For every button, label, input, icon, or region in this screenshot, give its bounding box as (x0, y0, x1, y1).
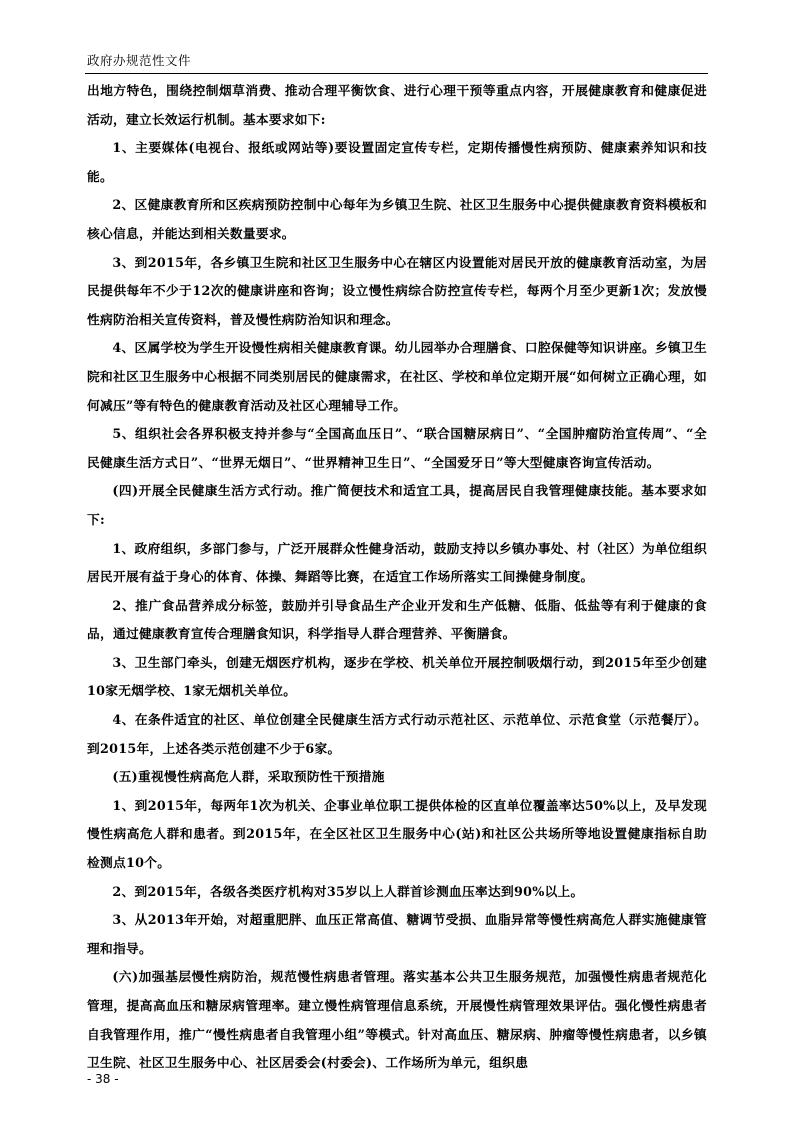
paragraph: 1、政府组织，多部门参与，广泛开展群众性健身活动，鼓励支持以乡镇办事处、村（社区）为单位组织居民开展有益于身心的体育、体操、舞蹈等比赛，在适宜工作场所落实工间操健身制度。 (87, 540, 707, 585)
paragraph: 3、从2013年开始，对超重肥胖、血压正常高值、糖调节受损、血脂异常等慢性病高危人群实施健康管理和指导。 (87, 912, 707, 956)
section-heading-6: (六)加强基层慢性病防治，规范慢性病患者管理。落实基本公共卫生服务规范，加强慢性病患者规范化管理，提高高血压和糖尿病管理率。建立慢性病管理信息系统，开展慢性病管理效果评估。强化慢性病患者自我管理作用，推广“慢性病患者自我管理小组”等模式。针对高血压、糖尿病、肿瘤等慢性病患者，以乡镇卫生院、社区卫生服务中心、社区居委会(村委会)、工作场所为单元，组织患 (87, 969, 707, 1071)
section-heading-5: (五)重视慢性病高危人群，采取预防性干预措施 (112, 769, 385, 785)
page-number: - 38 - (87, 1072, 119, 1086)
paragraph: 2、推广食品营养成分标签，鼓励并引导食品生产企业开发和生产低糖、低脂、低盐等有利于健康的食品，通过健康教育宣传合理膳食知识，科学指导人群合理营养、平衡膳食。 (87, 597, 707, 642)
document-body (87, 77, 707, 1078)
paragraph: 4、在条件适宜的社区、单位创建全民健康生活方式行动示范社区、示范单位、示范食堂（示范餐厅）。到2015年，上述各类示范创建不少于6家。 (87, 712, 707, 756)
paragraph-continuation: 出地方特色，围绕控制烟草消费、推动合理平衡饮食、进行心理干预等重点内容，开展健康教育和健康促进活动，建立长效运行机制。基本要求如下: (87, 83, 707, 127)
paragraph: 5、组织社会各界积极支持并参与“全国高血压日”、“联合国糖尿病日”、“全国肿瘤防治宣传周”、“全民健康生活方式日”、“世界无烟日”、“世界精神卫生日”、“全国爱牙日”等大型健康咨询宣传活动。 (87, 426, 707, 470)
section-heading-4: (四)开展全民健康生活方式行动。推广简便技术和适宜工具，提高居民自我管理健康技能。基本要求如下: (87, 483, 707, 527)
paragraph: 2、区健康教育所和区疾病预防控制中心每年为乡镇卫生院、社区卫生服务中心提供健康教育资料模板和核心信息，并能达到相关数量要求。 (87, 197, 707, 241)
header-rule (85, 73, 708, 74)
paragraph: 2、到2015年，各级各类医疗机构对35岁以上人群首诊测血压率达到90%以上。 (112, 883, 584, 899)
paragraph: 3、卫生部门牵头，创建无烟医疗机构，逐步在学校、机关单位开展控制吸烟行动，到2015年至少创建10家无烟学校、1家无烟机关单位。 (87, 654, 707, 699)
paragraph: 3、到2015年，各乡镇卫生院和社区卫生服务中心在辖区内设置能对居民开放的健康教育活动室，为居民提供每年不少于12次的健康讲座和咨询；设立慢性病综合防控宣传专栏，每两个月至少更新1次；发放慢性病防治相关宣传资料，普及慢性病防治知识和理念。 (87, 254, 707, 327)
paragraph: 1、到2015年，每两年1次为机关、企事业单位职工提供体检的区直单位覆盖率达50%以上，及早发现慢性病高危人群和患者。到2015年，在全区社区卫生服务中心(站)和社区公共场所等地设置健康指标自助检测点10个。 (87, 797, 707, 871)
paragraph: 4、区属学校为学生开设慢性病相关健康教育课。幼儿园举办合理膳食、口腔保健等知识讲座。乡镇卫生院和社区卫生服务中心根据不同类别居民的健康需求，在社区、学校和单位定期开展“如何树立正确心理，如何减压”等有特色的健康教育活动及社区心理辅导工作。 (87, 340, 707, 413)
paragraph: 1、主要媒体(电视台、报纸或网站等)要设置固定宣传专栏，定期传播慢性病预防、健康素养知识和技能。 (87, 140, 707, 184)
page-header: 政府办规范性文件 (87, 53, 192, 68)
